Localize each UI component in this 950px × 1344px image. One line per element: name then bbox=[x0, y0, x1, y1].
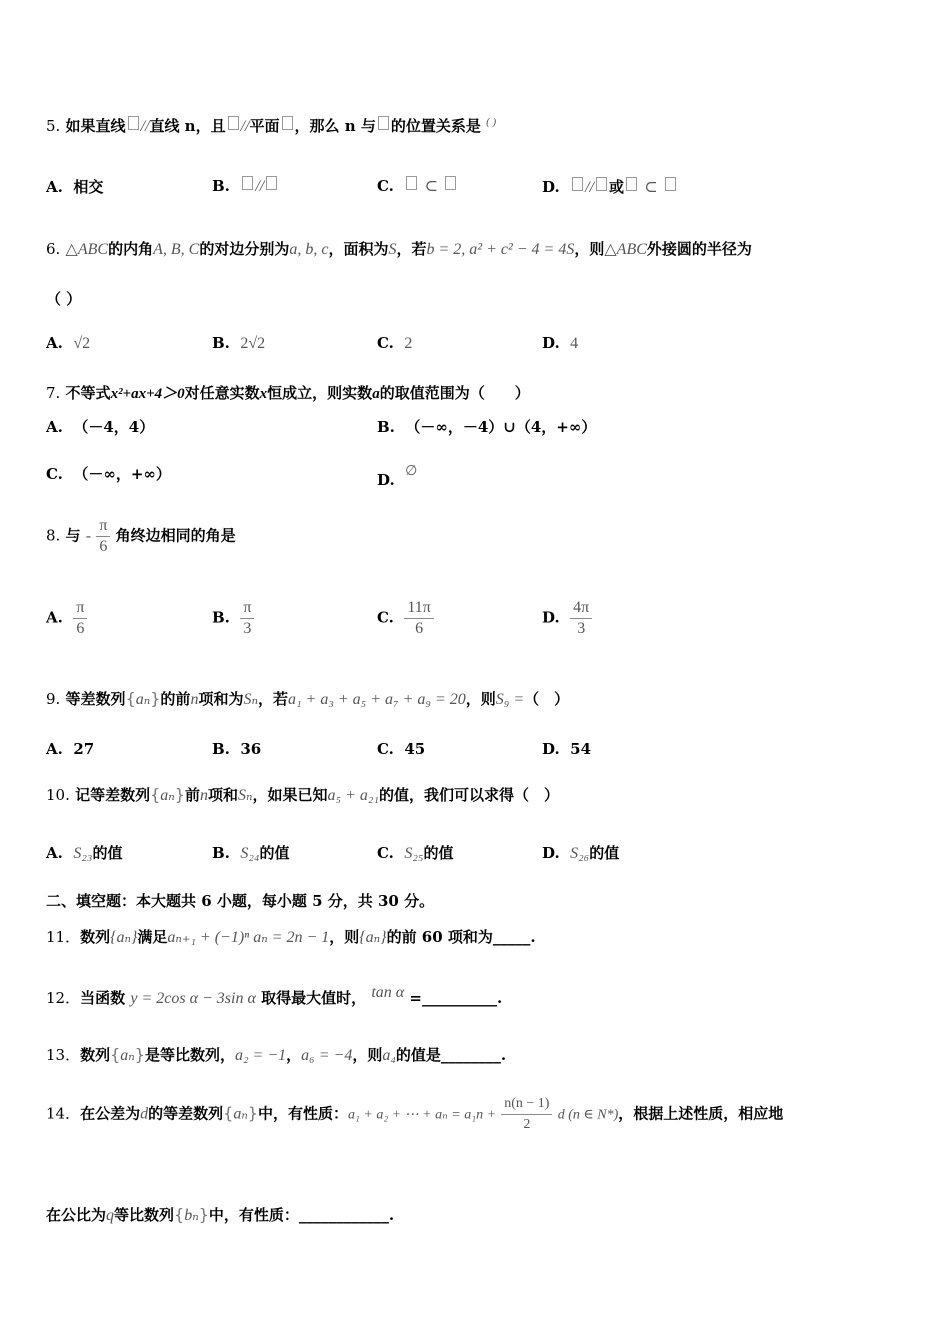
question-7: 7. 不等式x²+ax+4＞0对任意实数x恒成立，则实数a的取值范围为（ ） bbox=[46, 384, 530, 402]
q5-option-a[interactable]: A. 相交 bbox=[46, 178, 104, 196]
missing-glyph-icon bbox=[596, 177, 607, 191]
q7-option-d[interactable]: D. ∅ bbox=[377, 464, 418, 489]
q10-option-d[interactable]: D. S₂₆的值 bbox=[542, 844, 620, 862]
missing-glyph-icon bbox=[266, 176, 277, 190]
q9-option-a[interactable]: A. 27 bbox=[46, 740, 95, 758]
q10-option-b[interactable]: B. S₂₄的值 bbox=[212, 844, 290, 862]
q7-option-a[interactable]: A. （－4，4） bbox=[46, 418, 155, 436]
question-5: 5. 如果直线 //直线 n，且 //平面 ，那么 n 与 的位置关系是 ( ) bbox=[46, 116, 497, 135]
fraction: $\frac{n(n - 1)}{2}$ bbox=[501, 1094, 552, 1135]
q6-option-b[interactable]: B. 2√2 bbox=[212, 334, 266, 352]
q8-option-b[interactable]: B. $\frac{\pi}{3}$ bbox=[212, 598, 254, 639]
q10-option-a[interactable]: A. S₂₃的值 bbox=[46, 844, 123, 862]
missing-glyph-icon bbox=[378, 116, 389, 130]
missing-glyph-icon bbox=[626, 177, 637, 191]
missing-glyph-icon bbox=[228, 116, 239, 130]
q6-option-c[interactable]: C. 2 bbox=[377, 334, 413, 352]
q8-option-a[interactable]: A. $\frac{\pi}{6}$ bbox=[46, 598, 87, 639]
answer-blank[interactable]: _____ bbox=[492, 928, 531, 946]
q9-option-c[interactable]: C. 45 bbox=[377, 740, 426, 758]
q5-option-c[interactable]: C. ⊂ bbox=[377, 176, 458, 196]
answer-blank[interactable]: ____________ bbox=[298, 1206, 389, 1224]
missing-glyph-icon bbox=[572, 177, 583, 191]
answer-blank[interactable]: ________ bbox=[440, 1046, 501, 1064]
question-14-line-2: 在公比为q等比数列{bₙ}中，有性质：____________. bbox=[46, 1205, 395, 1224]
question-14: 14．在公差为d的等差数列{aₙ}中，有性质：a₁ + a₂ + ⋯ + aₙ = a₁n + $\frac{n(n - 1)}{2}$ d (n ∈ N*)，根据上述性质，相应地 bbox=[46, 1094, 910, 1135]
fraction: $\frac{\pi}{6}$ bbox=[96, 516, 110, 557]
q6-paren-line: （ ） bbox=[46, 290, 82, 308]
answer-blank[interactable]: __________ bbox=[421, 989, 497, 1007]
q6-option-a[interactable]: A. √2 bbox=[46, 334, 91, 352]
missing-glyph-icon bbox=[282, 116, 293, 130]
q9-option-b[interactable]: B. 36 bbox=[212, 740, 262, 758]
q8-option-c[interactable]: C. $\frac{11\pi}{6}$ bbox=[377, 598, 434, 639]
missing-glyph-icon bbox=[445, 176, 456, 190]
q7-option-b[interactable]: B. （－∞，－4）∪（4，+∞） bbox=[377, 418, 597, 436]
question-8: 8. 与 - $\frac{\pi}{6}$ 角终边相同的角是 bbox=[46, 517, 236, 555]
missing-glyph-icon bbox=[406, 176, 417, 190]
missing-glyph-icon bbox=[665, 177, 676, 191]
question-9: 9. 等差数列{aₙ}的前n项和为Sₙ，若a₁ + a₃ + a₅ + a₇ + a₉ = 20，则S₉ =（ ） bbox=[46, 689, 570, 708]
missing-glyph-icon bbox=[128, 116, 139, 130]
q5-option-d[interactable]: D. // 或 ⊂ bbox=[542, 176, 678, 197]
question-10: 10. 记等差数列{aₙ}前n项和Sₙ，如果已知a₅ + a₂₁的值，我们可以求得（ ） bbox=[46, 785, 559, 804]
question-11: 11．数列{aₙ}满足aₙ₊₁ + (−1)ⁿ aₙ = 2n − 1，则{aₙ}的前 60 项和为_____. bbox=[46, 928, 536, 946]
q8-option-d[interactable]: D. $\frac{4\pi}{3}$ bbox=[542, 598, 592, 639]
q6-option-d[interactable]: D. 4 bbox=[542, 334, 579, 352]
q5-option-b[interactable]: B. // bbox=[212, 176, 279, 196]
section-2-heading: 二、填空题：本大题共 6 小题，每小题 5 分，共 30 分。 bbox=[46, 892, 435, 910]
question-13: 13．数列{aₙ}是等比数列，a₂ = −1，a₆ = −4，则a₄的值是________. bbox=[46, 1045, 507, 1064]
missing-glyph-icon bbox=[242, 176, 253, 190]
q9-option-d[interactable]: D. 54 bbox=[542, 740, 592, 758]
question-12: 12．当函数 y = 2cos α − 3sin α 取得最大值时， tan α =__________. bbox=[46, 984, 503, 1007]
question-6: 6. △ABC的内角A, B, C的对边分别为a, b, c，面积为S，若b = 2, a² + c² − 4 = 4S，则△ABC外接圆的半径为 bbox=[46, 240, 752, 258]
q7-option-c[interactable]: C. （－∞，+∞） bbox=[46, 465, 171, 483]
q10-option-c[interactable]: C. S₂₅的值 bbox=[377, 844, 454, 862]
